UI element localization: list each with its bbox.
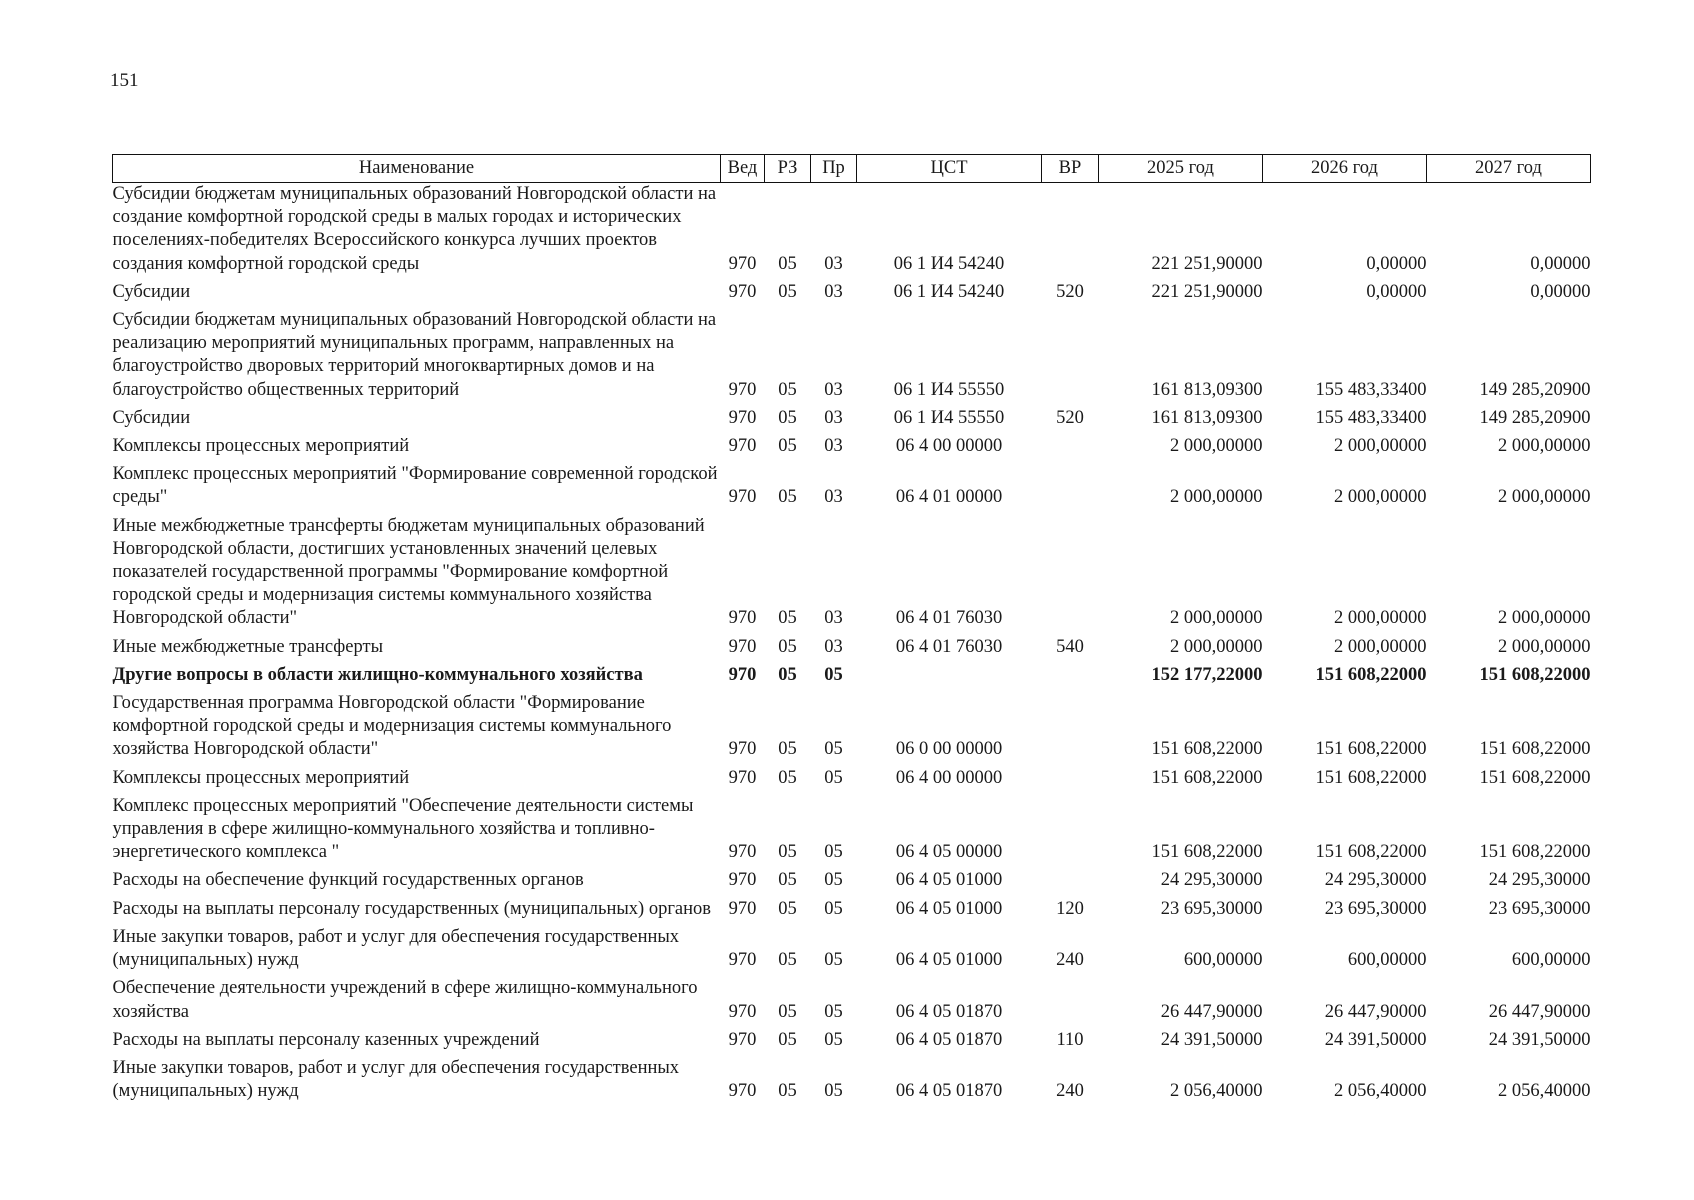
cell-2026: 23 695,30000 <box>1324 898 1427 919</box>
cell-rz: 05 <box>778 767 797 788</box>
cell-2026: 2 000,00000 <box>1334 436 1427 457</box>
cell-vr: 110 <box>1056 1029 1084 1050</box>
cell-cst: 06 1 И4 55550 <box>893 407 1005 428</box>
cell-name: Расходы на обеспечение функций государственных органов <box>112 870 584 891</box>
cell-2027: 0,00000 <box>1530 281 1591 302</box>
cell-rz: 05 <box>778 739 797 760</box>
page-number: 151 <box>110 70 139 91</box>
cell-ved: 970 <box>728 636 757 657</box>
cell-ved: 970 <box>728 767 757 788</box>
cell-2027: 151 608,22000 <box>1479 842 1591 863</box>
cell-2025: 24 295,30000 <box>1160 870 1263 891</box>
cell-name: Иные межбюджетные трансферты бюджетам муниципальных образований Новгородской области, достигших установленных значений целевых показателей государственной программы "Формирование комфортной городской среды и модернизация системы коммунального хозяйства Новгородской области" <box>112 515 705 629</box>
cell-pr: 05 <box>824 1029 843 1050</box>
header-2027: 2027 год <box>1427 155 1591 183</box>
cell-pr: 03 <box>824 608 843 629</box>
header-rz: РЗ <box>765 155 811 183</box>
cell-vr: 520 <box>1056 281 1084 302</box>
cell-2025: 151 608,22000 <box>1151 767 1263 788</box>
cell-2025: 2 000,00000 <box>1170 487 1263 508</box>
cell-2026: 2 000,00000 <box>1334 487 1427 508</box>
cell-2025: 2 000,00000 <box>1170 608 1263 629</box>
cell-2026: 151 608,22000 <box>1315 767 1427 788</box>
cell-2027: 151 608,22000 <box>1479 664 1591 685</box>
header-name: Наименование <box>113 155 721 183</box>
table-row <box>113 767 1591 795</box>
table-row <box>113 977 1591 1028</box>
cell-name: Расходы на выплаты персоналу государственных (муниципальных) органов <box>112 898 712 919</box>
cell-cst <box>857 664 1042 692</box>
cell-pr: 05 <box>824 767 843 788</box>
cell-cst: 06 4 00 00000 <box>895 767 1003 788</box>
cell-vr <box>1042 692 1099 767</box>
cell-pr: 05 <box>824 842 843 863</box>
cell-2025: 151 608,22000 <box>1151 739 1263 760</box>
cell-name: Субсидии бюджетам муниципальных образований Новгородской области на создание комфортной городской среды в малых городах и исторических поселениях-победителях Всероссийского конкурса лучших проектов создания комфортной городской среды <box>112 184 717 274</box>
cell-2027: 151 608,22000 <box>1479 739 1591 760</box>
cell-2025: 161 813,09300 <box>1151 379 1263 400</box>
cell-cst: 06 4 01 00000 <box>895 487 1003 508</box>
cell-name: Обеспечение деятельности учреждений в сфере жилищно-коммунального хозяйства <box>112 978 698 1022</box>
cell-rz: 05 <box>778 1001 797 1022</box>
cell-pr: 05 <box>824 1001 843 1022</box>
cell-2027: 2 056,40000 <box>1498 1081 1591 1102</box>
cell-cst: 06 4 05 01870 <box>895 1081 1003 1102</box>
cell-2026: 2 000,00000 <box>1334 636 1427 657</box>
budget-table <box>112 154 1591 1108</box>
cell-ved: 970 <box>728 664 757 685</box>
cell-cst: 06 4 05 01000 <box>895 870 1003 891</box>
cell-ved: 970 <box>728 379 757 400</box>
cell-cst: 06 0 00 00000 <box>895 739 1003 760</box>
cell-vr <box>1042 183 1099 281</box>
cell-2026: 600,00000 <box>1347 950 1427 971</box>
table-body <box>113 183 1591 1109</box>
cell-2025: 600,00000 <box>1183 950 1263 971</box>
cell-name: Субсидии <box>112 281 191 302</box>
table-row <box>113 183 1591 281</box>
cell-cst: 06 4 05 01000 <box>895 898 1003 919</box>
cell-name: Субсидии бюджетам муниципальных образований Новгородской области на реализацию мероприятий муниципальных программ, направленных на благоустройство дворовых территорий многоквартирных домов и на благоустройство общественных территорий <box>112 310 717 400</box>
cell-cst: 06 1 И4 54240 <box>893 253 1005 274</box>
table-row <box>113 636 1591 664</box>
cell-2026: 26 447,90000 <box>1324 1001 1427 1022</box>
table-row <box>113 692 1591 767</box>
cell-pr: 05 <box>824 898 843 919</box>
cell-2026: 24 295,30000 <box>1324 870 1427 891</box>
cell-rz: 05 <box>778 608 797 629</box>
cell-pr: 03 <box>824 636 843 657</box>
cell-cst: 06 1 И4 55550 <box>893 379 1005 400</box>
cell-name: Комплекс процессных мероприятий "Обеспечение деятельности системы управления в сфере жилищно-коммунального хозяйства и топливно-энергетического комплекса " <box>112 795 694 863</box>
cell-rz: 05 <box>778 253 797 274</box>
header-ved: Вед <box>721 155 765 183</box>
cell-ved: 970 <box>728 436 757 457</box>
cell-2027: 149 285,20900 <box>1479 407 1591 428</box>
cell-2026: 0,00000 <box>1366 281 1427 302</box>
cell-2025: 2 000,00000 <box>1170 636 1263 657</box>
table-row <box>113 926 1591 977</box>
cell-2025: 26 447,90000 <box>1160 1001 1263 1022</box>
cell-2026: 151 608,22000 <box>1315 664 1427 685</box>
cell-rz: 05 <box>778 950 797 971</box>
cell-pr: 03 <box>824 436 843 457</box>
cell-name: Комплексы процессных мероприятий <box>112 436 410 457</box>
cell-2027: 26 447,90000 <box>1488 1001 1591 1022</box>
cell-rz: 05 <box>778 842 797 863</box>
cell-cst: 06 4 00 00000 <box>895 436 1003 457</box>
cell-2027: 23 695,30000 <box>1488 898 1591 919</box>
cell-rz: 05 <box>778 487 797 508</box>
cell-rz: 05 <box>778 898 797 919</box>
cell-name: Иные межбюджетные трансферты <box>112 636 384 657</box>
table-row <box>113 515 1591 636</box>
cell-ved: 970 <box>728 608 757 629</box>
cell-rz: 05 <box>778 1029 797 1050</box>
table-row <box>113 664 1591 692</box>
cell-pr: 03 <box>824 281 843 302</box>
cell-pr: 05 <box>824 870 843 891</box>
cell-name: Иные закупки товаров, работ и услуг для обеспечения государственных (муниципальных) нужд <box>112 926 680 971</box>
table-row <box>113 898 1591 926</box>
cell-name: Другие вопросы в области жилищно-коммунального хозяйства <box>112 664 643 685</box>
cell-2025: 152 177,22000 <box>1151 664 1263 685</box>
cell-vr <box>1042 767 1099 795</box>
cell-name: Государственная программа Новгородской области "Формирование комфортной городской среды и модернизация системы коммунального хозяйства Новгородской области" <box>112 693 672 760</box>
cell-2027: 24 295,30000 <box>1488 870 1591 891</box>
cell-cst: 06 4 05 01870 <box>895 1001 1003 1022</box>
table-row <box>113 1057 1591 1108</box>
table-row <box>113 309 1591 407</box>
table-row <box>113 281 1591 309</box>
cell-name: Комплекс процессных мероприятий "Формирование современной городской среды" <box>112 464 718 508</box>
cell-vr <box>1042 435 1099 463</box>
cell-2026: 151 608,22000 <box>1315 842 1427 863</box>
cell-vr <box>1042 309 1099 407</box>
cell-ved: 970 <box>728 739 757 760</box>
cell-name: Субсидии <box>112 407 191 428</box>
cell-rz: 05 <box>778 407 797 428</box>
cell-ved: 970 <box>728 407 757 428</box>
cell-ved: 970 <box>728 898 757 919</box>
cell-cst: 06 4 05 00000 <box>895 842 1003 863</box>
cell-cst: 06 1 И4 54240 <box>893 281 1005 302</box>
cell-2026: 24 391,50000 <box>1324 1029 1427 1050</box>
cell-rz: 05 <box>778 636 797 657</box>
cell-ved: 970 <box>728 870 757 891</box>
cell-vr: 540 <box>1056 636 1084 657</box>
cell-name: Комплексы процессных мероприятий <box>112 767 410 788</box>
cell-rz: 05 <box>778 281 797 302</box>
table-row <box>113 435 1591 463</box>
cell-pr: 03 <box>824 253 843 274</box>
cell-2026: 151 608,22000 <box>1315 739 1427 760</box>
cell-cst: 06 4 01 76030 <box>895 636 1003 657</box>
cell-name: Расходы на выплаты персоналу казенных учреждений <box>112 1029 540 1050</box>
cell-2026: 155 483,33400 <box>1315 407 1427 428</box>
cell-pr: 05 <box>824 950 843 971</box>
table-row <box>113 463 1591 514</box>
cell-2025: 151 608,22000 <box>1151 842 1263 863</box>
cell-2025: 161 813,09300 <box>1151 407 1263 428</box>
cell-rz: 05 <box>778 870 797 891</box>
cell-rz: 05 <box>778 379 797 400</box>
cell-pr: 05 <box>824 739 843 760</box>
cell-2025: 2 000,00000 <box>1170 436 1263 457</box>
cell-2027: 0,00000 <box>1530 253 1591 274</box>
cell-2025: 24 391,50000 <box>1160 1029 1263 1050</box>
cell-pr: 03 <box>824 379 843 400</box>
cell-ved: 970 <box>728 950 757 971</box>
header-2026: 2026 год <box>1263 155 1427 183</box>
cell-vr <box>1042 977 1099 1028</box>
cell-2027: 600,00000 <box>1511 950 1591 971</box>
cell-2025: 221 251,90000 <box>1151 253 1263 274</box>
cell-2025: 2 056,40000 <box>1170 1081 1263 1102</box>
cell-2026: 2 056,40000 <box>1334 1081 1427 1102</box>
cell-ved: 970 <box>728 1001 757 1022</box>
cell-rz: 05 <box>778 436 797 457</box>
cell-2027: 149 285,20900 <box>1479 379 1591 400</box>
cell-pr: 03 <box>824 487 843 508</box>
cell-vr <box>1042 463 1099 514</box>
header-cst: ЦСТ <box>857 155 1042 183</box>
cell-vr <box>1042 869 1099 897</box>
cell-2027: 24 391,50000 <box>1488 1029 1591 1050</box>
cell-pr: 05 <box>824 664 843 685</box>
cell-vr: 120 <box>1056 898 1084 919</box>
cell-name: Иные закупки товаров, работ и услуг для обеспечения государственных (муниципальных) нужд <box>112 1057 680 1102</box>
cell-2026: 0,00000 <box>1366 253 1427 274</box>
cell-ved: 970 <box>728 842 757 863</box>
cell-2027: 2 000,00000 <box>1498 608 1591 629</box>
table-row <box>113 795 1591 870</box>
cell-2027: 151 608,22000 <box>1479 767 1591 788</box>
header-2025: 2025 год <box>1099 155 1263 183</box>
cell-2027: 2 000,00000 <box>1498 636 1591 657</box>
cell-vr: 520 <box>1056 407 1084 428</box>
cell-ved: 970 <box>728 1081 757 1102</box>
cell-vr <box>1042 515 1099 636</box>
table-header-row <box>113 155 1591 183</box>
cell-ved: 970 <box>728 253 757 274</box>
header-pr: Пр <box>811 155 857 183</box>
cell-vr <box>1042 664 1099 692</box>
cell-2027: 2 000,00000 <box>1498 436 1591 457</box>
cell-vr: 240 <box>1056 1081 1084 1102</box>
cell-cst: 06 4 05 01870 <box>895 1029 1003 1050</box>
cell-2027: 2 000,00000 <box>1498 487 1591 508</box>
cell-2025: 23 695,30000 <box>1160 898 1263 919</box>
cell-rz: 05 <box>778 1081 797 1102</box>
cell-vr <box>1042 795 1099 870</box>
cell-2026: 155 483,33400 <box>1315 379 1427 400</box>
cell-cst: 06 4 01 76030 <box>895 608 1003 629</box>
cell-pr: 05 <box>824 1081 843 1102</box>
table-row <box>113 869 1591 897</box>
header-vr: ВР <box>1042 155 1099 183</box>
cell-2025: 221 251,90000 <box>1151 281 1263 302</box>
table-row <box>113 1029 1591 1057</box>
cell-rz: 05 <box>778 664 797 685</box>
table-row <box>113 407 1591 435</box>
cell-ved: 970 <box>728 281 757 302</box>
cell-cst: 06 4 05 01000 <box>895 950 1003 971</box>
cell-ved: 970 <box>728 487 757 508</box>
cell-ved: 970 <box>728 1029 757 1050</box>
cell-2026: 2 000,00000 <box>1334 608 1427 629</box>
cell-vr: 240 <box>1056 950 1084 971</box>
cell-pr: 03 <box>824 407 843 428</box>
